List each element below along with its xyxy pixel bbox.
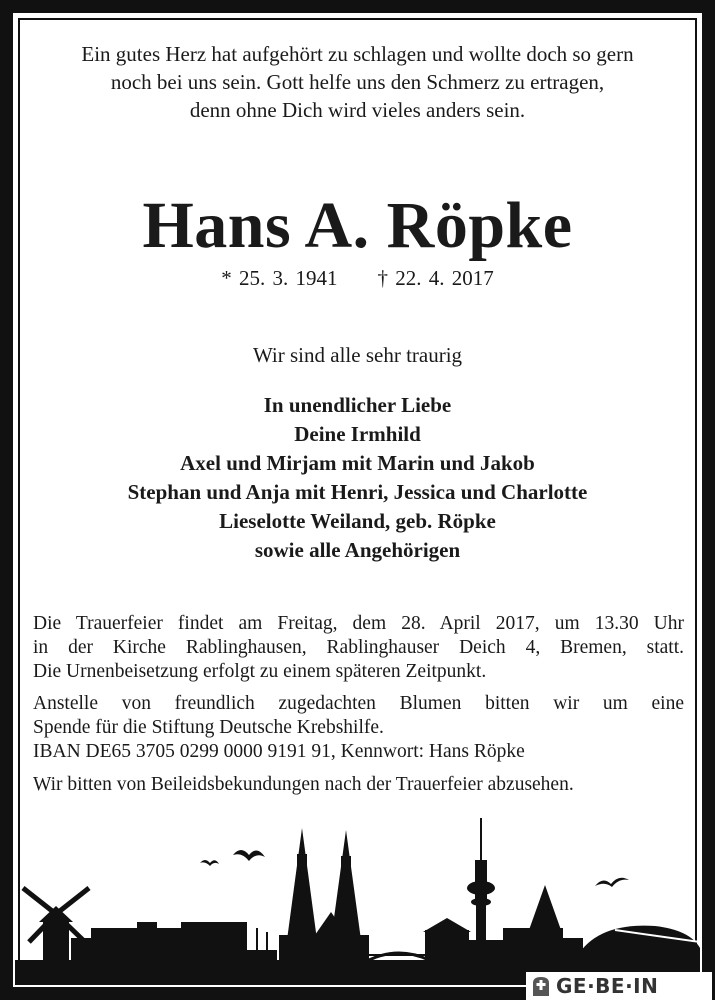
verse-line: denn ohne Dich wird vieles anders sein. [189, 98, 526, 122]
bird-icon [200, 860, 219, 866]
bird-icon [233, 850, 265, 861]
funeral-line: in der Kirche Rablinghausen, Rablinghauser Deich 4, Bremen, statt. [33, 637, 684, 658]
donation-line: Spende für die Stiftung Deutsche Krebshilfe. [33, 717, 384, 738]
life-dates [0, 266, 715, 291]
mourner-line: Axel und Mirjam mit Marin und Jakob [180, 451, 535, 475]
funeral-info [33, 612, 684, 684]
mourner-line: Deine Irmhild [294, 422, 421, 446]
deceased-name: Hans A. Röpke [142, 189, 573, 262]
birth-date: * 25. 3. 1941 [221, 266, 338, 290]
funeral-line: Die Urnenbeisetzung erfolgt zu einem späteren Zeitpunkt. [33, 661, 487, 682]
donation-info [33, 692, 684, 764]
death-date: † 22. 4. 2017 [377, 266, 494, 290]
mourner-line: sowie alle Angehörigen [254, 538, 461, 562]
bird-icon [595, 878, 629, 887]
verse-line: noch bei uns sein. Gott helfe uns den Schmerz zu ertragen, [110, 70, 605, 94]
mourner-line: Lieselotte Weiland, geb. Röpke [219, 509, 496, 533]
mourner-line: Stephan und Anja mit Henri, Jessica und Charlotte [127, 480, 588, 504]
gebein-logo [526, 972, 712, 1000]
funeral-line: Die Trauerfeier findet am Freitag, dem 28. April 2017, um 13.30 Uhr [33, 613, 684, 634]
logo-text: GE·BE·IN [556, 974, 659, 998]
donation-line: Anstelle von freundlich zugedachten Blumen bitten wir um eine [33, 693, 684, 714]
tombstone-icon [530, 975, 552, 997]
sad-line: Wir sind alle sehr traurig [252, 343, 463, 367]
verse [0, 40, 715, 124]
bremen-skyline-silhouette [15, 810, 700, 985]
closing-note [33, 773, 684, 797]
donation-line: IBAN DE65 3705 0299 0000 9191 91, Kennwort: Hans Röpke [33, 741, 525, 762]
closing-line: Wir bitten von Beileidsbekundungen nach der Trauerfeier abzusehen. [33, 774, 574, 795]
mourner-line: In unendlicher Liebe [263, 393, 452, 417]
verse-line: Ein gutes Herz hat aufgehört zu schlagen und wollte doch so gern [81, 42, 634, 66]
mourners [0, 391, 715, 565]
